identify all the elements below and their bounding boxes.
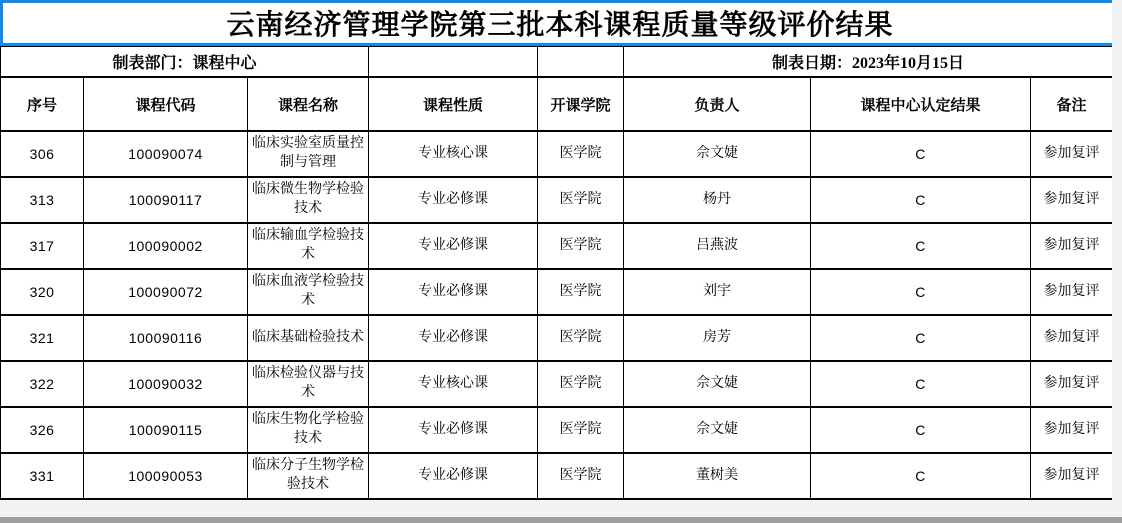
cell-seq[interactable]: 321 [1, 315, 84, 361]
cell-college[interactable]: 医学院 [538, 131, 624, 177]
table-body [1, 47, 1113, 500]
header-college[interactable]: 开课学院 [538, 77, 624, 131]
cell-result[interactable]: C [811, 453, 1031, 499]
cell-result[interactable]: C [811, 223, 1031, 269]
header-remark[interactable]: 备注 [1031, 77, 1113, 131]
cell-course-code[interactable]: 100090116 [84, 315, 248, 361]
cell-course-code[interactable]: 100090117 [84, 177, 248, 223]
cell-remark[interactable]: 参加复评 [1031, 177, 1113, 223]
cell-person[interactable]: 吕燕波 [624, 223, 811, 269]
cell-course-name[interactable]: 临床微生物学检验技术 [248, 177, 369, 223]
cell-person[interactable]: 董树美 [624, 453, 811, 499]
cell-remark[interactable]: 参加复评 [1031, 315, 1113, 361]
page-right-margin [1112, 0, 1122, 523]
cell-course-type[interactable]: 专业必修课 [369, 453, 538, 499]
cell-seq[interactable]: 320 [1, 269, 84, 315]
cell-remark[interactable]: 参加复评 [1031, 407, 1113, 453]
header-course-name[interactable]: 课程名称 [248, 77, 369, 131]
table-row [1, 223, 1113, 269]
header-seq[interactable]: 序号 [1, 77, 84, 131]
cell-course-code[interactable]: 100090032 [84, 361, 248, 407]
cell-seq[interactable]: 317 [1, 223, 84, 269]
cell-course-code[interactable]: 100090072 [84, 269, 248, 315]
cell-course-type[interactable]: 专业必修课 [369, 223, 538, 269]
cell-course-name[interactable]: 临床基础检验技术 [248, 315, 369, 361]
cell-person[interactable]: 佘文婕 [624, 361, 811, 407]
cell-college[interactable]: 医学院 [538, 223, 624, 269]
cell-remark[interactable]: 参加复评 [1031, 361, 1113, 407]
cell-course-code[interactable]: 100090002 [84, 223, 248, 269]
cell-person[interactable]: 杨丹 [624, 177, 811, 223]
cell-seq[interactable]: 322 [1, 361, 84, 407]
table-row [1, 361, 1113, 407]
info-row [1, 47, 1113, 78]
cell-course-name[interactable]: 临床输血学检验技术 [248, 223, 369, 269]
cell-college[interactable]: 医学院 [538, 453, 624, 499]
header-row [1, 77, 1113, 131]
header-course-type[interactable]: 课程性质 [369, 77, 538, 131]
cell-person[interactable]: 佘文婕 [624, 131, 811, 177]
header-result[interactable]: 课程中心认定结果 [811, 77, 1031, 131]
cell-college[interactable]: 医学院 [538, 315, 624, 361]
cell-remark[interactable]: 参加复评 [1031, 223, 1113, 269]
cell-course-name[interactable]: 临床实验室质量控制与管理 [248, 131, 369, 177]
cell-course-type[interactable]: 专业必修课 [369, 269, 538, 315]
date-cell[interactable]: 制表日期：2023年10月15日 [624, 47, 1113, 78]
cell-college[interactable]: 医学院 [538, 177, 624, 223]
table-row [1, 131, 1113, 177]
cell-seq[interactable]: 331 [1, 453, 84, 499]
cell-course-type[interactable]: 专业必修课 [369, 407, 538, 453]
table-row [1, 177, 1113, 223]
cell-person[interactable]: 佘文婕 [624, 407, 811, 453]
info-empty-cell[interactable] [369, 47, 538, 78]
cell-course-code[interactable]: 100090115 [84, 407, 248, 453]
cell-remark[interactable]: 参加复评 [1031, 269, 1113, 315]
cell-course-type[interactable]: 专业核心课 [369, 131, 538, 177]
cell-result[interactable]: C [811, 407, 1031, 453]
cell-remark[interactable]: 参加复评 [1031, 131, 1113, 177]
cell-course-name[interactable]: 临床分子生物学检验技术 [248, 453, 369, 499]
cell-course-name[interactable]: 临床血液学检验技术 [248, 269, 369, 315]
header-course-code[interactable]: 课程代码 [84, 77, 248, 131]
cell-result[interactable]: C [811, 269, 1031, 315]
cell-course-code[interactable]: 100090053 [84, 453, 248, 499]
cell-result[interactable]: C [811, 315, 1031, 361]
table-row [1, 315, 1113, 361]
cell-seq[interactable]: 313 [1, 177, 84, 223]
page-bottom-edge [0, 517, 1122, 523]
table-row [1, 407, 1113, 453]
department-cell[interactable]: 制表部门：课程中心 [1, 47, 369, 78]
cell-seq[interactable]: 326 [1, 407, 84, 453]
cell-course-code[interactable]: 100090074 [84, 131, 248, 177]
cell-course-name[interactable]: 临床生物化学检验技术 [248, 407, 369, 453]
title-cell[interactable]: 云南经济管理学院第三批本科课程质量等级评价结果 [0, 0, 1120, 46]
cell-college[interactable]: 医学院 [538, 269, 624, 315]
info-empty-cell[interactable] [538, 47, 624, 78]
cell-person[interactable]: 房芳 [624, 315, 811, 361]
cell-college[interactable]: 医学院 [538, 361, 624, 407]
cell-seq[interactable]: 306 [1, 131, 84, 177]
table-row [1, 453, 1113, 499]
cell-result[interactable]: C [811, 131, 1031, 177]
cell-result[interactable]: C [811, 361, 1031, 407]
cell-course-type[interactable]: 专业必修课 [369, 315, 538, 361]
cell-person[interactable]: 刘宇 [624, 269, 811, 315]
header-person[interactable]: 负责人 [624, 77, 811, 131]
cell-course-type[interactable]: 专业必修课 [369, 177, 538, 223]
cell-college[interactable]: 医学院 [538, 407, 624, 453]
cell-result[interactable]: C [811, 177, 1031, 223]
cell-course-type[interactable]: 专业核心课 [369, 361, 538, 407]
cell-remark[interactable]: 参加复评 [1031, 453, 1113, 499]
table-row [1, 269, 1113, 315]
evaluation-table [0, 46, 1113, 500]
cell-course-name[interactable]: 临床检验仪器与技术 [248, 361, 369, 407]
